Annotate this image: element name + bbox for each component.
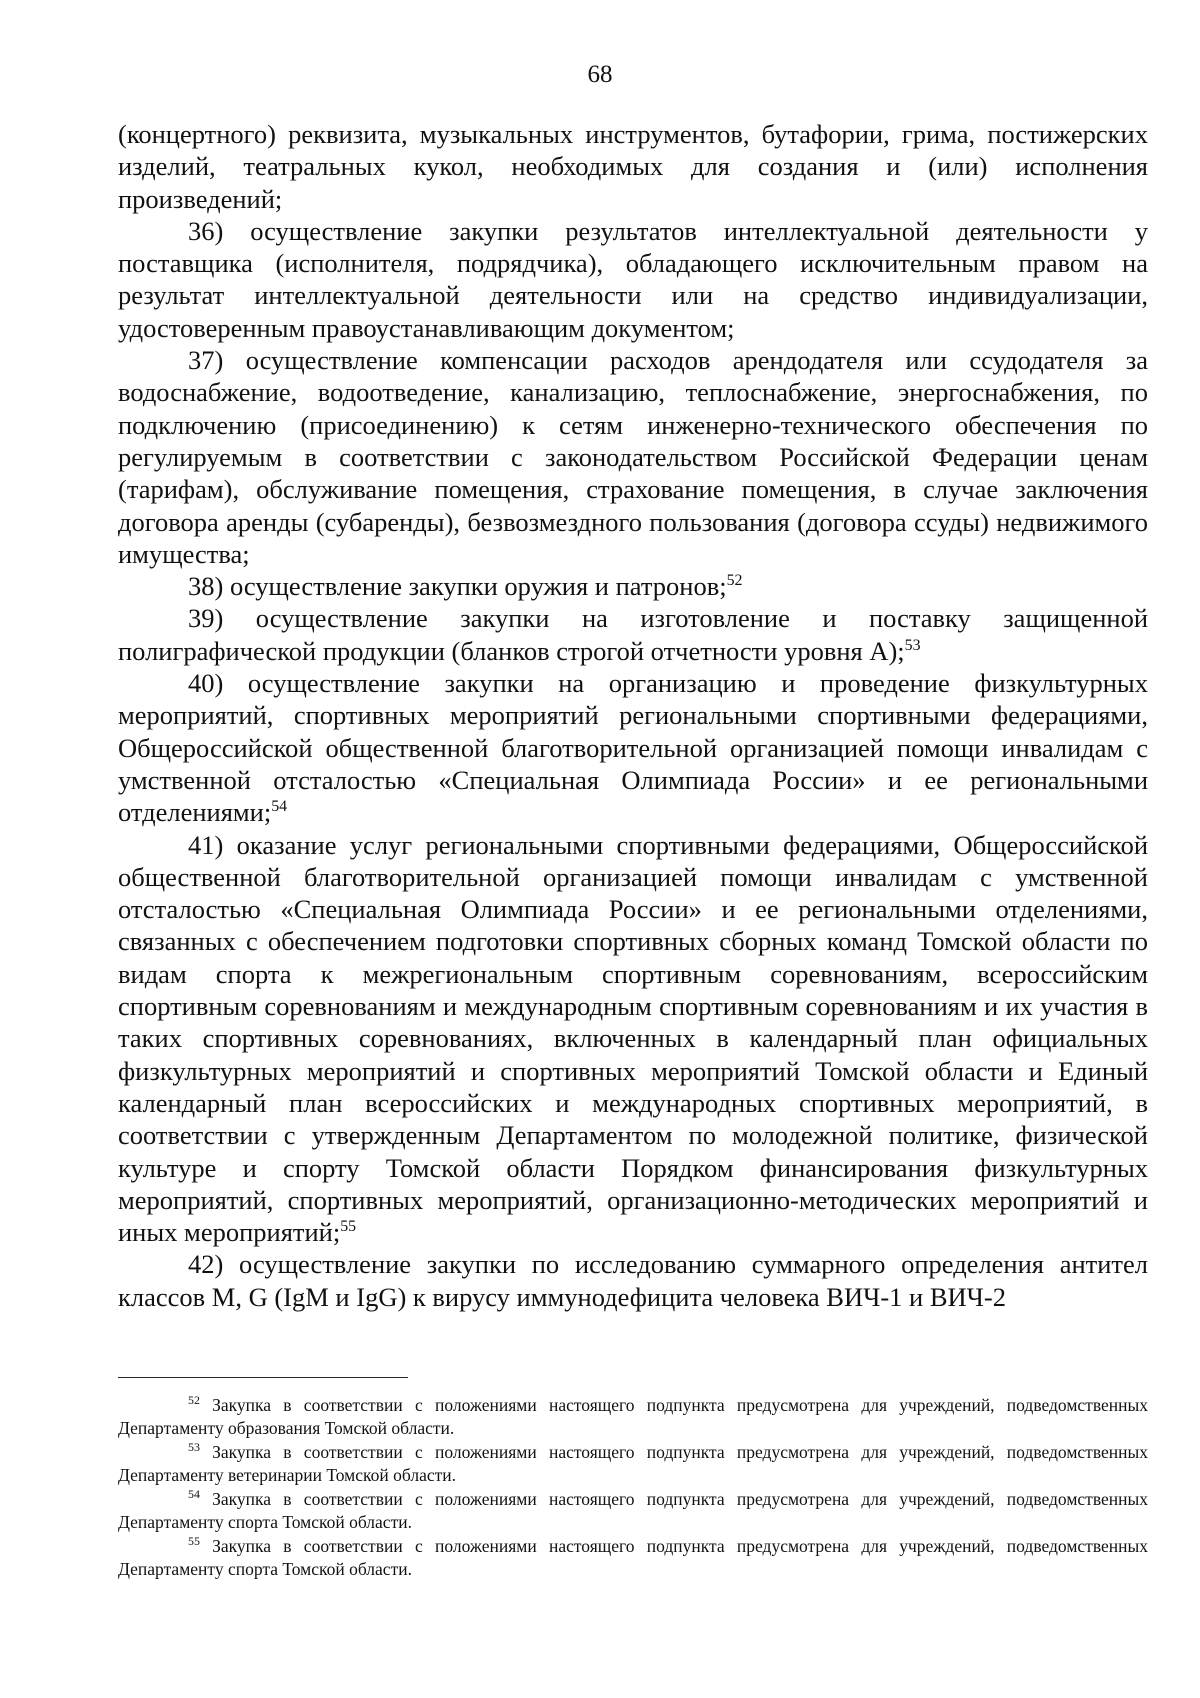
paragraph-item-42: 42) осуществление закупки по исследованию суммарного определения антител классов M, G (IgM и IgG) к вирусу иммунодефицита человека ВИЧ-1 и ВИЧ-2: [118, 1249, 1148, 1312]
footnote-55: [118, 1535, 1148, 1580]
paragraph-item-36: 36) осуществление закупки результатов интеллектуальной деятельности у поставщика (исполнителя, подрядчика), обладающего исключительным правом на результат интеллектуальной деятельности или на средство индивидуализации, удостоверенным правоустанавливающим документом;: [118, 215, 1148, 343]
paragraph-item-41: 41) оказание услуг региональными спортивными федерациями, Общероссийской общественной благотворительной организацией помощи инвалидам с умственной отсталостью «Специальная Олимпиада России» и ее региональными отделениями, связанных с обеспечением подготовки спортивных сборных команд Томской области по видам спорта к межрегиональным спортивным соревнованиям, всероссийским спортивным соревнованиям и международным спортивным соревнованиям и их участия в таких спортивных соревнованиях, включенных в календарный план официальных физкультурных мероприятий и спортивных мероприятий Томской области и Единый календарный план всероссийских и международных спортивных мероприятий, в соответствии с утвержденным Департаментом по молодежной политике, физической культуре и спорту Томской области Порядком финансирования физкультурных мероприятий, спортивных мероприятий, организационно-методических мероприятий и иных мероприятий;$^{55}$: [118, 829, 1148, 1248]
footnote-ref-55: 55: [340, 1218, 357, 1236]
footnote-number: 54: [188, 1487, 200, 1502]
footnote-52: [118, 1394, 1148, 1439]
footnote-separator: [118, 1377, 408, 1378]
paragraph-continuation: (концертного) реквизита, музыкальных инструментов, бутафории, грима, постижерских изделий, театральных кукол, необходимых для создания и (или) исполнения произведений;: [118, 119, 1148, 214]
footnote-number: 52: [188, 1393, 200, 1408]
paragraph-item-37: 37) осуществление компенсации расходов арендодателя или ссудодателя за водоснабжение, водоотведение, канализацию, теплоснабжение, энергоснабжения, по подключению (присоединению) к сетям инженерно-технического обеспечения по регулируемым в соответствии с законодательством Российской Федерации ценам (тарифам), обслуживание помещения, страхование помещения, в случае заключения договора аренды (субаренды), безвозмездного пользования (договора ссуды) недвижимого имущества;: [118, 345, 1148, 569]
footnote-text: Закупка в соответствии с положениями настоящего подпункта предусмотрена для учреждений, подведомственных Департаменту образования Томской области.: [118, 1395, 1148, 1438]
footnote-text: Закупка в соответствии с положениями настоящего подпункта предусмотрена для учреждений, подведомственных Департаменту спорта Томской области.: [118, 1489, 1148, 1532]
footnote-54: [118, 1488, 1148, 1533]
paragraph-item-39: 39) осуществление закупки на изготовление и поставку защищенной полиграфической продукции (бланков строгой отчетности уровня А);$^{53}$: [118, 603, 1148, 666]
footnotes: [118, 1394, 1148, 1582]
page-number: 68: [587, 61, 613, 88]
footnote-53: [118, 1441, 1148, 1486]
footnote-ref-53: 53: [904, 636, 921, 654]
footnote-ref-52: 52: [726, 572, 743, 590]
footnote-number: 55: [188, 1534, 200, 1549]
paragraph-item-38: 38) осуществление закупки оружия и патронов;$^{52}$: [188, 571, 743, 602]
document-body: [118, 118, 1148, 1313]
paragraph-item-40: 40) осуществление закупки на организацию и проведение физкультурных мероприятий, спортивных мероприятий региональными спортивными федерациями, Общероссийской общественной благотворительной организацией помощи инвалидам с умственной отсталостью «Специальная Олимпиада России» и ее региональными отделениями;$^{54}$: [118, 668, 1148, 828]
footnote-text: Закупка в соответствии с положениями настоящего подпункта предусмотрена для учреждений, подведомственных Департаменту спорта Томской области.: [118, 1536, 1148, 1579]
footnote-ref-54: 54: [271, 798, 288, 816]
footnote-text: Закупка в соответствии с положениями настоящего подпункта предусмотрена для учреждений, подведомственных Департаменту ветеринарии Томской области.: [118, 1442, 1148, 1485]
footnote-number: 53: [188, 1440, 200, 1455]
